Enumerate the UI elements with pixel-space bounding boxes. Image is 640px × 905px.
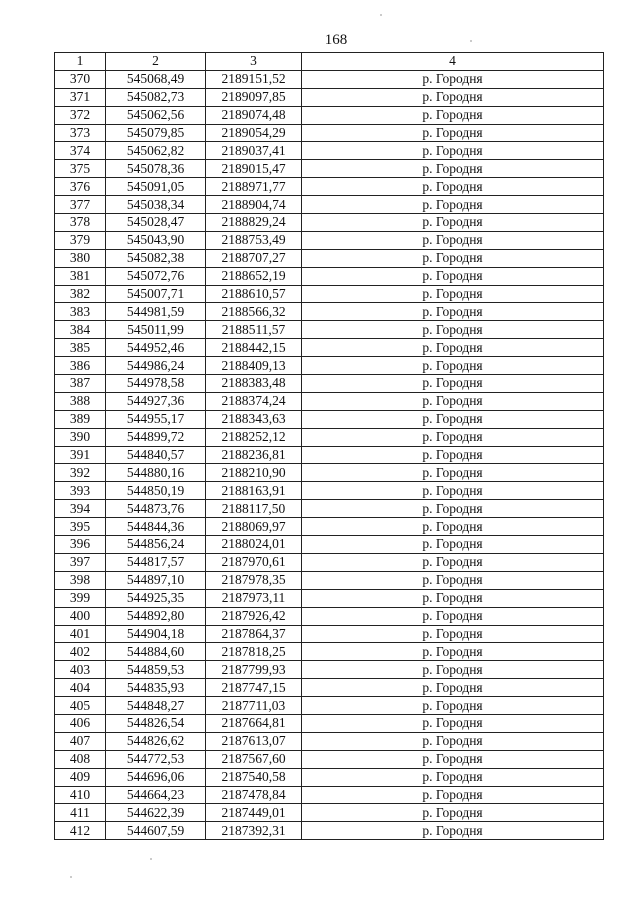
x-coordinate-cell: 544880,16 — [106, 464, 206, 482]
y-coordinate-cell: 2189074,48 — [206, 106, 302, 124]
object-name-cell: р. Городня — [302, 428, 604, 446]
y-coordinate-cell: 2187540,58 — [206, 768, 302, 786]
object-name-cell: р. Городня — [302, 518, 604, 536]
x-coordinate-cell: 544622,39 — [106, 804, 206, 822]
y-coordinate-cell: 2188163,91 — [206, 482, 302, 500]
column-header-4: 4 — [302, 53, 604, 71]
object-name-cell: р. Городня — [302, 231, 604, 249]
x-coordinate-cell: 545007,71 — [106, 285, 206, 303]
y-coordinate-cell: 2187613,07 — [206, 732, 302, 750]
x-coordinate-cell: 544899,72 — [106, 428, 206, 446]
table-row — [55, 124, 604, 142]
table-row — [55, 196, 604, 214]
point-number-cell: 380 — [55, 249, 106, 267]
table-row — [55, 464, 604, 482]
scan-speck — [70, 876, 72, 878]
y-coordinate-cell: 2188210,90 — [206, 464, 302, 482]
object-name-cell: р. Городня — [302, 822, 604, 840]
table-row — [55, 231, 604, 249]
object-name-cell: р. Городня — [302, 500, 604, 518]
object-name-cell: р. Городня — [302, 607, 604, 625]
x-coordinate-cell: 544978,58 — [106, 375, 206, 393]
point-number-cell: 404 — [55, 679, 106, 697]
y-coordinate-cell: 2189037,41 — [206, 142, 302, 160]
y-coordinate-cell: 2188753,49 — [206, 231, 302, 249]
table-row — [55, 804, 604, 822]
column-header-3: 3 — [206, 53, 302, 71]
x-coordinate-cell: 545068,49 — [106, 70, 206, 88]
table-row — [55, 697, 604, 715]
y-coordinate-cell: 2187926,42 — [206, 607, 302, 625]
x-coordinate-cell: 545091,05 — [106, 178, 206, 196]
x-coordinate-cell: 544884,60 — [106, 643, 206, 661]
point-number-cell: 405 — [55, 697, 106, 715]
x-coordinate-cell: 545011,99 — [106, 321, 206, 339]
object-name-cell: р. Городня — [302, 643, 604, 661]
y-coordinate-cell: 2187449,01 — [206, 804, 302, 822]
table-row — [55, 446, 604, 464]
y-coordinate-cell: 2188904,74 — [206, 196, 302, 214]
object-name-cell: р. Городня — [302, 625, 604, 643]
x-coordinate-cell: 544826,54 — [106, 714, 206, 732]
object-name-cell: р. Городня — [302, 196, 604, 214]
point-number-cell: 399 — [55, 589, 106, 607]
point-number-cell: 385 — [55, 339, 106, 357]
y-coordinate-cell: 2188117,50 — [206, 500, 302, 518]
point-number-cell: 407 — [55, 732, 106, 750]
y-coordinate-cell: 2187478,84 — [206, 786, 302, 804]
point-number-cell: 412 — [55, 822, 106, 840]
x-coordinate-cell: 544925,35 — [106, 589, 206, 607]
y-coordinate-cell: 2188566,32 — [206, 303, 302, 321]
y-coordinate-cell: 2188829,24 — [206, 214, 302, 232]
x-coordinate-cell: 544873,76 — [106, 500, 206, 518]
object-name-cell: р. Городня — [302, 70, 604, 88]
point-number-cell: 383 — [55, 303, 106, 321]
point-number-cell: 377 — [55, 196, 106, 214]
point-number-cell: 387 — [55, 375, 106, 393]
point-number-cell: 398 — [55, 571, 106, 589]
x-coordinate-cell: 544835,93 — [106, 679, 206, 697]
point-number-cell: 408 — [55, 750, 106, 768]
point-number-cell: 370 — [55, 70, 106, 88]
y-coordinate-cell: 2189151,52 — [206, 70, 302, 88]
point-number-cell: 410 — [55, 786, 106, 804]
x-coordinate-cell: 545079,85 — [106, 124, 206, 142]
point-number-cell: 396 — [55, 536, 106, 554]
object-name-cell: р. Городня — [302, 106, 604, 124]
x-coordinate-cell: 544897,10 — [106, 571, 206, 589]
object-name-cell: р. Городня — [302, 768, 604, 786]
y-coordinate-cell: 2188374,24 — [206, 392, 302, 410]
x-coordinate-cell: 545028,47 — [106, 214, 206, 232]
y-coordinate-cell: 2188069,97 — [206, 518, 302, 536]
y-coordinate-cell: 2187864,37 — [206, 625, 302, 643]
y-coordinate-cell: 2187799,93 — [206, 661, 302, 679]
x-coordinate-cell: 544607,59 — [106, 822, 206, 840]
point-number-cell: 382 — [55, 285, 106, 303]
x-coordinate-cell: 545078,36 — [106, 160, 206, 178]
scan-speck — [150, 858, 152, 860]
x-coordinate-cell: 544927,36 — [106, 392, 206, 410]
object-name-cell: р. Городня — [302, 589, 604, 607]
table-row — [55, 88, 604, 106]
y-coordinate-cell: 2189054,29 — [206, 124, 302, 142]
object-name-cell: р. Городня — [302, 375, 604, 393]
x-coordinate-cell: 544848,27 — [106, 697, 206, 715]
object-name-cell: р. Городня — [302, 357, 604, 375]
object-name-cell: р. Городня — [302, 786, 604, 804]
object-name-cell: р. Городня — [302, 321, 604, 339]
table-row — [55, 553, 604, 571]
object-name-cell: р. Городня — [302, 267, 604, 285]
y-coordinate-cell: 2188383,48 — [206, 375, 302, 393]
y-coordinate-cell: 2188024,01 — [206, 536, 302, 554]
y-coordinate-cell: 2187973,11 — [206, 589, 302, 607]
point-number-cell: 371 — [55, 88, 106, 106]
column-header-1: 1 — [55, 53, 106, 71]
point-number-cell: 372 — [55, 106, 106, 124]
table-row — [55, 536, 604, 554]
point-number-cell: 381 — [55, 267, 106, 285]
x-coordinate-cell: 544955,17 — [106, 410, 206, 428]
point-number-cell: 392 — [55, 464, 106, 482]
object-name-cell: р. Городня — [302, 697, 604, 715]
table-row — [55, 410, 604, 428]
table-row — [55, 679, 604, 697]
y-coordinate-cell: 2188236,81 — [206, 446, 302, 464]
table-row — [55, 822, 604, 840]
y-coordinate-cell: 2189015,47 — [206, 160, 302, 178]
y-coordinate-cell: 2188442,15 — [206, 339, 302, 357]
point-number-cell: 394 — [55, 500, 106, 518]
table-row — [55, 786, 604, 804]
table-row — [55, 178, 604, 196]
point-number-cell: 391 — [55, 446, 106, 464]
y-coordinate-cell: 2188652,19 — [206, 267, 302, 285]
x-coordinate-cell: 544826,62 — [106, 732, 206, 750]
object-name-cell: р. Городня — [302, 661, 604, 679]
object-name-cell: р. Городня — [302, 339, 604, 357]
object-name-cell: р. Городня — [302, 464, 604, 482]
point-number-cell: 376 — [55, 178, 106, 196]
object-name-cell: р. Городня — [302, 750, 604, 768]
table-row — [55, 339, 604, 357]
table-row — [55, 714, 604, 732]
column-header-2: 2 — [106, 53, 206, 71]
table-row — [55, 285, 604, 303]
object-name-cell: р. Городня — [302, 571, 604, 589]
table-row — [55, 661, 604, 679]
table-row — [55, 768, 604, 786]
table-row — [55, 392, 604, 410]
y-coordinate-cell: 2187392,31 — [206, 822, 302, 840]
table-row — [55, 518, 604, 536]
object-name-cell: р. Городня — [302, 303, 604, 321]
y-coordinate-cell: 2188971,77 — [206, 178, 302, 196]
object-name-cell: р. Городня — [302, 732, 604, 750]
y-coordinate-cell: 2187818,25 — [206, 643, 302, 661]
x-coordinate-cell: 544856,24 — [106, 536, 206, 554]
x-coordinate-cell: 545038,34 — [106, 196, 206, 214]
x-coordinate-cell: 544986,24 — [106, 357, 206, 375]
point-number-cell: 374 — [55, 142, 106, 160]
y-coordinate-cell: 2188343,63 — [206, 410, 302, 428]
table-row — [55, 500, 604, 518]
x-coordinate-cell: 544981,59 — [106, 303, 206, 321]
x-coordinate-cell: 544844,36 — [106, 518, 206, 536]
table-body — [55, 70, 604, 839]
point-number-cell: 373 — [55, 124, 106, 142]
point-number-cell: 393 — [55, 482, 106, 500]
object-name-cell: р. Городня — [302, 285, 604, 303]
x-coordinate-cell: 544664,23 — [106, 786, 206, 804]
y-coordinate-cell: 2187978,35 — [206, 571, 302, 589]
table-row — [55, 70, 604, 88]
object-name-cell: р. Городня — [302, 142, 604, 160]
y-coordinate-cell: 2187567,60 — [206, 750, 302, 768]
table-row — [55, 249, 604, 267]
point-number-cell: 402 — [55, 643, 106, 661]
coordinates-table — [54, 52, 604, 840]
object-name-cell: р. Городня — [302, 553, 604, 571]
point-number-cell: 397 — [55, 553, 106, 571]
table-row — [55, 214, 604, 232]
table-row — [55, 750, 604, 768]
table-row — [55, 625, 604, 643]
x-coordinate-cell: 545072,76 — [106, 267, 206, 285]
point-number-cell: 378 — [55, 214, 106, 232]
object-name-cell: р. Городня — [302, 178, 604, 196]
table-row — [55, 732, 604, 750]
table-header-row — [55, 53, 604, 71]
point-number-cell: 390 — [55, 428, 106, 446]
object-name-cell: р. Городня — [302, 249, 604, 267]
point-number-cell: 388 — [55, 392, 106, 410]
point-number-cell: 401 — [55, 625, 106, 643]
point-number-cell: 395 — [55, 518, 106, 536]
x-coordinate-cell: 544772,53 — [106, 750, 206, 768]
x-coordinate-cell: 544817,57 — [106, 553, 206, 571]
table-row — [55, 607, 604, 625]
object-name-cell: р. Городня — [302, 214, 604, 232]
point-number-cell: 384 — [55, 321, 106, 339]
x-coordinate-cell: 544850,19 — [106, 482, 206, 500]
y-coordinate-cell: 2187970,61 — [206, 553, 302, 571]
point-number-cell: 375 — [55, 160, 106, 178]
table-row — [55, 142, 604, 160]
table-row — [55, 643, 604, 661]
point-number-cell: 403 — [55, 661, 106, 679]
y-coordinate-cell: 2187747,15 — [206, 679, 302, 697]
point-number-cell: 406 — [55, 714, 106, 732]
scan-speck — [380, 14, 382, 16]
x-coordinate-cell: 544952,46 — [106, 339, 206, 357]
x-coordinate-cell: 545043,90 — [106, 231, 206, 249]
object-name-cell: р. Городня — [302, 679, 604, 697]
table-row — [55, 160, 604, 178]
table-row — [55, 428, 604, 446]
y-coordinate-cell: 2188252,12 — [206, 428, 302, 446]
point-number-cell: 409 — [55, 768, 106, 786]
x-coordinate-cell: 545082,73 — [106, 88, 206, 106]
y-coordinate-cell: 2187664,81 — [206, 714, 302, 732]
y-coordinate-cell: 2188707,27 — [206, 249, 302, 267]
x-coordinate-cell: 544892,80 — [106, 607, 206, 625]
point-number-cell: 400 — [55, 607, 106, 625]
object-name-cell: р. Городня — [302, 160, 604, 178]
x-coordinate-cell: 545082,38 — [106, 249, 206, 267]
table-row — [55, 267, 604, 285]
x-coordinate-cell: 544840,57 — [106, 446, 206, 464]
point-number-cell: 411 — [55, 804, 106, 822]
y-coordinate-cell: 2188610,57 — [206, 285, 302, 303]
table-row — [55, 321, 604, 339]
table-row — [55, 357, 604, 375]
scan-speck — [470, 40, 472, 42]
x-coordinate-cell: 545062,82 — [106, 142, 206, 160]
page-number: 168 — [324, 32, 348, 48]
table-row — [55, 303, 604, 321]
point-number-cell: 389 — [55, 410, 106, 428]
x-coordinate-cell: 544859,53 — [106, 661, 206, 679]
table-row — [55, 589, 604, 607]
object-name-cell: р. Городня — [302, 88, 604, 106]
x-coordinate-cell: 545062,56 — [106, 106, 206, 124]
x-coordinate-cell: 544696,06 — [106, 768, 206, 786]
object-name-cell: р. Городня — [302, 446, 604, 464]
point-number-cell: 386 — [55, 357, 106, 375]
object-name-cell: р. Городня — [302, 410, 604, 428]
table-row — [55, 482, 604, 500]
point-number-cell: 379 — [55, 231, 106, 249]
y-coordinate-cell: 2189097,85 — [206, 88, 302, 106]
table-row — [55, 106, 604, 124]
table-row — [55, 375, 604, 393]
table-row — [55, 571, 604, 589]
y-coordinate-cell: 2188511,57 — [206, 321, 302, 339]
object-name-cell: р. Городня — [302, 482, 604, 500]
object-name-cell: р. Городня — [302, 714, 604, 732]
object-name-cell: р. Городня — [302, 392, 604, 410]
y-coordinate-cell: 2188409,13 — [206, 357, 302, 375]
object-name-cell: р. Городня — [302, 804, 604, 822]
object-name-cell: р. Городня — [302, 124, 604, 142]
object-name-cell: р. Городня — [302, 536, 604, 554]
y-coordinate-cell: 2187711,03 — [206, 697, 302, 715]
x-coordinate-cell: 544904,18 — [106, 625, 206, 643]
